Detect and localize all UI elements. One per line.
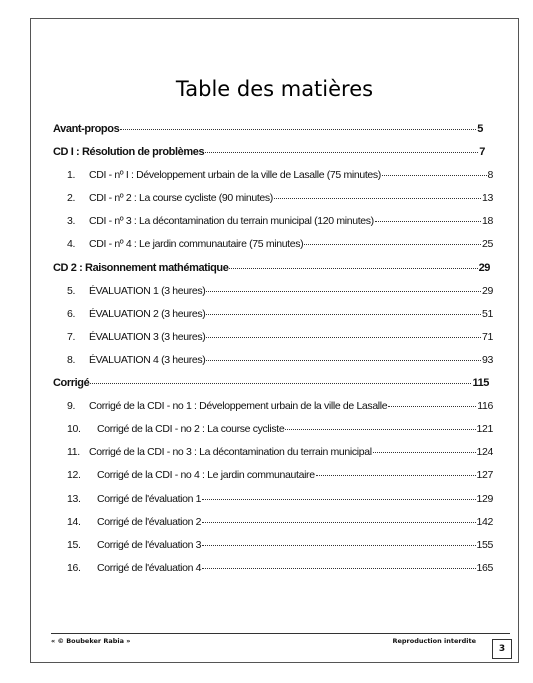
toc-entry-number: 9. xyxy=(67,400,76,413)
toc-entry-page: 25 xyxy=(482,238,493,251)
toc-entry-title: ÉVALUATION 1 (3 heures) xyxy=(89,284,206,297)
dot-leader xyxy=(90,383,471,384)
toc-section-entry xyxy=(53,123,483,146)
toc-entry xyxy=(53,354,493,377)
toc-entry-number: 8. xyxy=(67,353,76,366)
footer-rights: Reproduction interdite xyxy=(392,637,476,645)
toc-entry-title: Corrigé de l'évaluation 2 xyxy=(97,515,202,528)
toc-entry xyxy=(53,493,493,516)
toc-entry-page: 115 xyxy=(472,377,489,390)
toc-entry-page: 129 xyxy=(476,492,493,505)
toc-entry-title: CDI - nº 4 : Le jardin communautaire (75 minutes) xyxy=(89,238,304,251)
toc-entry-page: 116 xyxy=(477,400,493,413)
toc-entry xyxy=(53,400,493,423)
toc-entry-page: 71 xyxy=(482,330,493,343)
toc-entry xyxy=(53,308,493,331)
dot-leader xyxy=(206,291,481,292)
toc-entry-number: 14. xyxy=(67,515,81,528)
toc-entry-page: 18 xyxy=(482,215,493,228)
toc-entry-page: 121 xyxy=(476,423,493,436)
toc-entry-page: 142 xyxy=(476,515,493,528)
toc-entry-number: 15. xyxy=(67,538,81,551)
toc-entry xyxy=(53,169,493,192)
toc-entry-title: CDI - nº 2 : La course cycliste (90 minutes) xyxy=(89,192,273,205)
toc-entry-number: 11. xyxy=(67,446,80,459)
toc-section-entry xyxy=(53,146,485,169)
dot-leader xyxy=(375,221,481,222)
toc-entry xyxy=(53,516,493,539)
toc-entry-title: Corrigé de la CDI - no 2 : La course cycliste xyxy=(97,423,285,436)
toc-entry-page: 13 xyxy=(482,192,493,205)
dot-leader xyxy=(206,337,481,338)
table-of-contents xyxy=(53,123,493,585)
toc-entry-title: Avant-propos xyxy=(53,123,120,135)
toc-section-entry xyxy=(53,262,490,285)
footer-author: « © Boubeker Rabia » xyxy=(51,637,131,645)
toc-entry-page: 93 xyxy=(482,353,493,366)
toc-entry xyxy=(53,192,493,215)
toc-entry xyxy=(53,469,493,492)
toc-entry-title: CD I : Résolution de problèmes xyxy=(53,146,205,159)
toc-entry xyxy=(53,539,493,562)
dot-leader xyxy=(373,452,476,453)
toc-entry-title: Corrigé de la CDI - no 1 : Développement urbain de la ville de Lasalle xyxy=(89,400,388,413)
dot-leader xyxy=(382,175,487,176)
dot-leader xyxy=(202,545,475,546)
page-number: 3 xyxy=(498,644,506,654)
dot-leader xyxy=(304,244,481,245)
toc-entry-number: 7. xyxy=(67,330,76,343)
dot-leader xyxy=(229,268,477,269)
toc-entry-title: Corrigé de l'évaluation 3 xyxy=(97,538,202,551)
dot-leader xyxy=(202,522,475,523)
toc-entry-number: 6. xyxy=(67,307,76,320)
toc-entry xyxy=(53,215,493,238)
toc-entry xyxy=(53,423,493,446)
toc-entry-number: 3. xyxy=(67,215,76,228)
dot-leader xyxy=(274,198,481,199)
toc-entry-title: ÉVALUATION 3 (3 heures) xyxy=(89,330,206,343)
toc-entry-page: 29 xyxy=(478,261,490,274)
dot-leader xyxy=(285,429,475,430)
toc-entry-number: 4. xyxy=(67,238,76,251)
toc-entry-title: ÉVALUATION 4 (3 heures) xyxy=(89,353,206,366)
toc-entry xyxy=(53,446,493,469)
toc-entry-number: 13. xyxy=(67,492,81,505)
toc-entry-page: 7 xyxy=(479,146,485,159)
toc-entry xyxy=(53,331,493,354)
dot-leader xyxy=(120,129,476,130)
page-footer xyxy=(51,633,510,645)
dot-leader xyxy=(206,360,481,361)
toc-entry-number: 16. xyxy=(67,561,81,574)
toc-entry-number: 1. xyxy=(67,169,76,182)
toc-entry-page: 124 xyxy=(476,446,493,459)
toc-entry-page: 51 xyxy=(482,307,493,320)
toc-entry-title: Corrigé de l'évaluation 1 xyxy=(97,492,202,505)
toc-entry-number: 5. xyxy=(67,284,76,297)
dot-leader xyxy=(316,475,476,476)
toc-entry-title: CDI - nº 3 : La décontamination du terrain municipal (120 minutes) xyxy=(89,215,374,228)
dot-leader xyxy=(206,314,481,315)
toc-entry-title: Corrigé de l'évaluation 4 xyxy=(97,561,202,574)
toc-entry-page: 8 xyxy=(487,169,493,182)
toc-entry-title: Corrigé de la CDI - no 3 : La décontamination du terrain municipal xyxy=(89,446,372,459)
toc-entry-title: Corrigé xyxy=(53,377,90,390)
dot-leader xyxy=(202,499,475,500)
toc-entry xyxy=(53,285,493,308)
toc-section-entry xyxy=(53,377,489,400)
page-title: Table des matières xyxy=(175,77,374,101)
toc-entry-number: 12. xyxy=(67,469,81,482)
toc-entry-page: 5 xyxy=(477,123,483,135)
toc-entry-number: 10. xyxy=(67,423,81,436)
dot-leader xyxy=(202,568,475,569)
dot-leader xyxy=(388,406,476,407)
toc-entry-title: CD 2 : Raisonnement mathématique xyxy=(53,261,229,274)
toc-entry-page: 155 xyxy=(476,538,493,551)
page-number-box xyxy=(492,639,512,659)
toc-entry-title: ÉVALUATION 2 (3 heures) xyxy=(89,307,206,320)
document-page xyxy=(30,18,519,663)
toc-entry-number: 2. xyxy=(67,192,76,205)
toc-entry-page: 29 xyxy=(482,284,493,297)
toc-entry-title: Corrigé de la CDI - no 4 : Le jardin communautaire xyxy=(97,469,315,482)
toc-entry-page: 165 xyxy=(476,561,493,574)
toc-entry xyxy=(53,238,493,261)
toc-entry-title: CDI - nº I : Développement urbain de la ville de Lasalle (75 minutes) xyxy=(89,169,381,182)
toc-entry xyxy=(53,562,493,585)
toc-entry-page: 127 xyxy=(476,469,493,482)
dot-leader xyxy=(205,152,478,153)
